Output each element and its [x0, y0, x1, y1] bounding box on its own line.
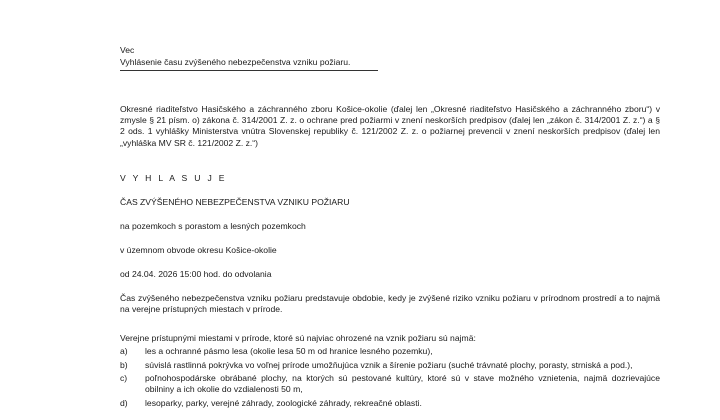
list-marker: d)	[120, 397, 128, 408]
list-marker: a)	[120, 346, 128, 356]
subject-underline	[120, 70, 378, 71]
intro-text: Okresné riaditeľstvo Hasičského a záchranného zboru Košice-okolie (ďalej len „Okresné riaditeľstvo Hasičského a záchranného zboru“) v zmysle § 21 písm. o) zákona č. 314/2001 Z. z. o ochrane pred požiarmi v znení neskorších predpisov (ďalej len „zákon č. 314/2001 Z. z.“) a § 2 ods. 1 vyhlášky Ministerstva vnútra Slovenskej republiky č. 121/2002 Z. z. o požiarnej prevencii v znení neskorších predpisov (ďalej len „vyhláška MV SR č. 121/2002 Z. z.“)	[120, 104, 660, 148]
definition-paragraph: Čas zvýšeného nebezpečenstva vzniku požiaru predstavuje obdobie, kedy je zvýšené riziko vzniku požiaru v prírodnom prostredí a to najmä na verejne prístupných miestach v prírode.	[120, 293, 660, 315]
list-item	[120, 373, 660, 395]
list-item	[120, 360, 660, 371]
list-item	[120, 398, 660, 409]
intro-paragraph	[120, 104, 660, 149]
list-marker: b)	[120, 359, 128, 370]
list-item-text: les a ochranné pásmo lesa (okolie lesa 50 m od hranice lesného pozemku),	[145, 346, 433, 356]
list-marker: c)	[120, 373, 128, 383]
decree-heading: V Y H L A S U J E	[120, 173, 227, 183]
scope-land: na pozemkoch s porastom a lesných pozemkoch	[120, 221, 306, 231]
validity-period: od 24.04. 2026 15:00 hod. do odvolania	[120, 269, 272, 279]
subject-heading: Vec	[120, 45, 135, 55]
list-item-text: súvislá rastlinná pokrývka vo voľnej prírode umožňujúca vznik a šírenie požiaru (suché trávnaté plochy, porasty, strniská a pod.),	[145, 359, 633, 370]
list-item	[120, 346, 660, 357]
places-list	[120, 346, 660, 411]
announcement-title: ČAS ZVÝŠENÉHO NEBEZPEČENSTVA VZNIKU POŽIARU	[120, 197, 350, 207]
list-item-text: poľnohospodárske obrábané plochy, na ktorých sú pestované kultúry, ktoré sú v stave možného vznietenia, najmä dozrievajúce obilniny a ich okolie do vzdialenosti 50 m,	[145, 373, 660, 395]
places-intro: Verejne prístupnými miestami v prírode, ktoré sú najviac ohrozené na vznik požiaru sú najmä:	[120, 333, 476, 343]
list-item-text: lesoparky, parky, verejné záhrady, zoologické záhrady, rekreačné oblasti.	[145, 397, 422, 408]
subject-text: Vyhlásenie času zvýšeného nebezpečenstva vzniku požiaru.	[120, 57, 351, 67]
scope-area: v územnom obvode okresu Košice-okolie	[120, 245, 277, 255]
